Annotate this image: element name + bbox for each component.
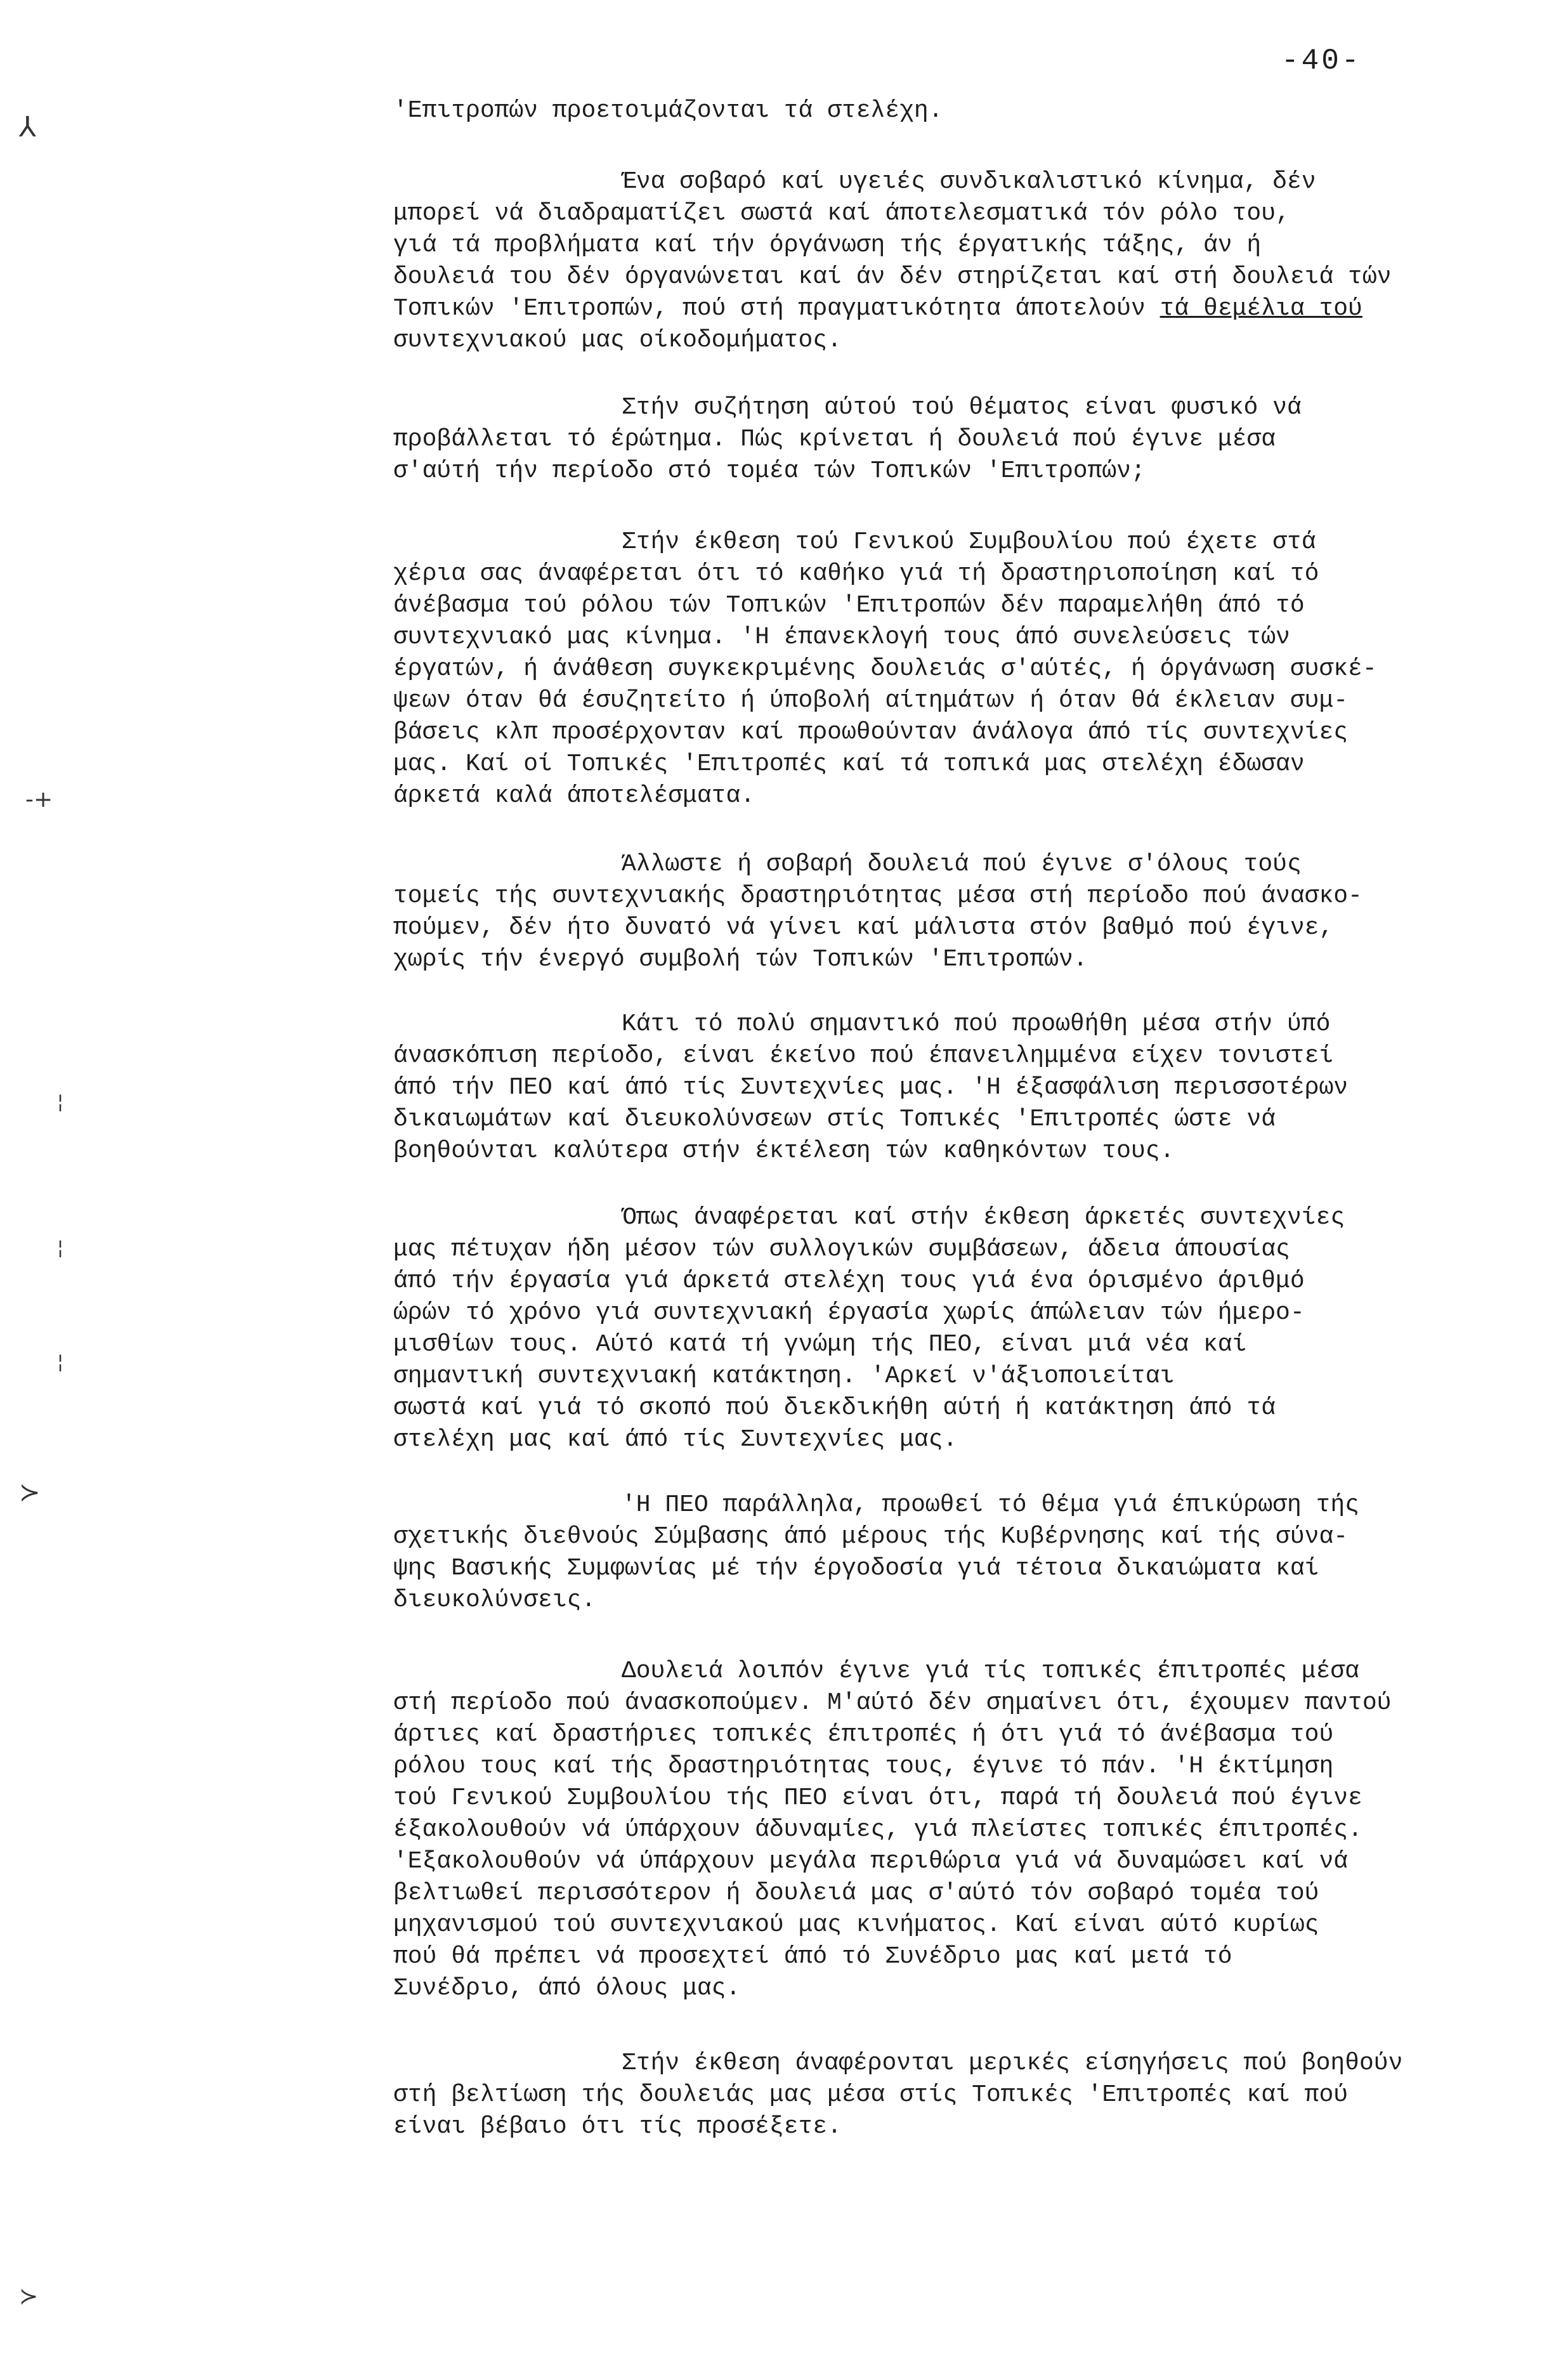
paragraph-9 [393, 1656, 1484, 2005]
text-line: έξακολουθούν νά ύπάρχουν άδυναμίες, γιά πλείστες τοπικές έπιτροπές. [393, 1816, 1362, 1843]
text-line: μας. Καί οί Τοπικές 'Επιτροπές καί τά τοπικά μας στελέχη έδωσαν [393, 750, 1305, 778]
text-line: σχετικής διεθνούς Σύμβασης άπό μέρους τής Κυβέρνησης καί τής σύνα- [393, 1523, 1349, 1550]
text-line: άπό τήν έργασία γιά άρκετά στελέχη τους γιά ένα όρισμένο άριθμό [393, 1267, 1305, 1295]
text-line: μηχανισμού τού συντεχνιακού μας κινήματος. Καί είναι αύτό κυρίως [393, 1911, 1319, 1939]
paragraph-5 [393, 849, 1484, 976]
text-line: δικαιωμάτων καί διευκολύνσεων στίς Τοπικές 'Επιτροπές ώστε νά [393, 1106, 1276, 1133]
text-line: σωστά καί γιά τό σκοπό πού διεκδικήθη αύτή ή κατάκτηση άπό τά [393, 1394, 1276, 1422]
text-line: βοηθούνται καλύτερα στήν έκτέλεση τών καθηκόντων τους. [393, 1137, 1175, 1165]
text-line: ώρών τό χρόνο γιά συντεχνιακή έργασία χωρίς άπώλειαν τών ήμερο- [393, 1299, 1305, 1326]
paragraph-6 [393, 1009, 1484, 1167]
text-line-with-underline [393, 293, 1484, 325]
paragraph-3 [393, 392, 1484, 487]
text-line: Τοπικών 'Επιτροπών, πού στή πραγματικότητα άποτελούν τά θεμέλια τού [393, 295, 1362, 322]
text-line: γιά τά προβλήματα καί τήν όργάνωση τής έργατικής τάξης, άν ή [393, 232, 1262, 259]
text-line: στελέχη μας καί άπό τίς Συντεχνίες μας. [393, 1426, 958, 1453]
text-line: Συνέδριο, άπό όλους μας. [393, 1975, 741, 2002]
text-line: 'Η ΠΕΟ παράλληλα, προωθεί τό θέμα γιά έπικύρωση τής [622, 1491, 1359, 1519]
text-line: άρτιες καί δραστήριες τοπικές έπιτροπές ή ότι γιά τό άνέβασμα τού [393, 1721, 1334, 1748]
text-line: έργατών, ή άνάθεση συγκεκριμένης δουλειάς σ'αύτές, ή όργάνωση συσκέ- [393, 655, 1377, 683]
text-line: άνασκόπιση περίοδο, είναι έκείνο πού έπανειλημμένα είχεν τονιστεί [393, 1042, 1334, 1069]
text-line: Ένα σοβαρό καί υγειές συνδικαλιστικό κίνημα, δέν [622, 168, 1316, 195]
text-line: πούμεν, δέν ήτο δυνατό νά γίνει καί μάλιστα στόν βαθμό πού έγινε, [393, 914, 1334, 941]
text-line: Στήν έκθεση άναφέρονται μερικές είσηγήσεις πού βοηθούν [622, 2050, 1403, 2077]
paragraph-10 [393, 2048, 1484, 2143]
text-line: 'Εξακολουθούν νά ύπάρχουν μεγάλα περιθώρια γιά νά δυναμώσει καί νά [393, 1848, 1349, 1875]
text-line: σ'αύτή τήν περίοδο στό τομέα τών Τοπικών 'Επιτροπών; [393, 457, 1146, 485]
text-line: ψεων όταν θά έσυζητείτο ή ύποβολή αίτημάτων ή όταν θά έκλειαν συμ- [393, 687, 1349, 714]
text-line: βάσεις κλπ προσέρχονταν καί προωθούνταν άνάλογα άπό τίς συντεχνίες [393, 719, 1349, 746]
margin-mark: ⅄ [19, 111, 36, 143]
text-line: μπορεί νά διαδραματίζει σωστά καί άποτελεσματικά τόν ρόλο του, [393, 200, 1290, 227]
text-line: Στήν συζήτηση αύτού τού θέματος είναι φυσικό νά [622, 394, 1302, 421]
margin-mark: -+ [25, 787, 53, 813]
text-line: 'Επιτροπών προετοιμάζονται τά στελέχη. [393, 97, 943, 124]
text-line: χωρίς τήν ένεργό συμβολή τών Τοπικών 'Επιτροπών. [393, 946, 1088, 973]
text-line: Δουλειά λοιπόν έγινε γιά τίς τοπικές έπιτροπές μέσα [622, 1658, 1359, 1685]
text-line: ψης Βασικής Συμφωνίας μέ τήν έργοδοσία γιά τέτοια δικαιώματα καί [393, 1555, 1319, 1582]
paragraph-1 [393, 95, 1484, 127]
text-line: βελτιωθεί περισσότερον ή δουλειά μας σ'αύτό τόν σοβαρό τομέα τού [393, 1880, 1319, 1907]
text-line: συντεχνιακού μας οίκοδομήματος. [393, 327, 842, 354]
text-line: δουλειά του δέν όργανώνεται καί άν δέν στηρίζεται καί στή δουλειά τών [393, 263, 1392, 291]
text-line: άνέβασμα τού ρόλου τών Τοπικών 'Επιτροπών δέν παραμελήθη άπό τό [393, 592, 1305, 619]
text-line: σημαντική συντεχνιακή κατάκτηση. 'Αρκεί ν'άξιοποιείται [393, 1363, 1175, 1390]
underlined-phrase: τά θεμέλια τού [1160, 295, 1362, 322]
text-line: είναι βέβαιο ότι τίς προσέξετε. [393, 2113, 842, 2140]
text-line: Άλλωστε ή σοβαρή δουλειά πού έγινε σ'όλους τούς [622, 851, 1302, 878]
text-line: ρόλου τους καί τής δραστηριότητας τους, έγινε τό πάν. 'Η έκτίμηση [393, 1753, 1334, 1780]
text-line: Όπως άναφέρεται καί στήν έκθεση άρκετές συντεχνίες [622, 1204, 1345, 1231]
text-line: πού θά πρέπει νά προσεχτεί άπό τό Συνέδριο μας καί μετά τό [393, 1943, 1232, 1970]
margin-mark: ¦ [57, 1237, 64, 1259]
text-line: προβάλλεται τό έρώτημα. Πώς κρίνεται ή δουλειά πού έγινε μέσα [393, 426, 1276, 453]
margin-mark: ≻ [19, 2284, 39, 2310]
text-line: διευκολύνσεις. [393, 1586, 596, 1614]
margin-mark: ¦ [57, 1351, 64, 1373]
text-line: μας πέτυχαν ήδη μέσον τών συλλογικών συμβάσεων, άδεια άπουσίας [393, 1236, 1290, 1263]
paragraph-7 [393, 1202, 1484, 1456]
text-line: συντεχνιακό μας κίνημα. 'Η έπανεκλογή τους άπό συνελεύσεις τών [393, 624, 1290, 651]
text-line: τομείς τής συντεχνιακής δραστηριότητας μέσα στή περίοδο πού άνασκο- [393, 882, 1362, 910]
text-line: άπό τήν ΠΕΟ καί άπό τίς Συντεχνίες μας. 'Η έξασφάλιση περισσοτέρων [393, 1074, 1349, 1101]
text-line: στή περίοδο πού άνασκοπούμεν. Μ'αύτό δέν σημαίνει ότι, έχουμεν παντού [393, 1689, 1392, 1717]
text-line: χέρια σας άναφέρεται ότι τό καθήκο γιά τή δραστηριοποίηση καί τό [393, 560, 1319, 587]
text-line: Στήν έκθεση τού Γενικού Συμβουλίου πού έχετε στά [622, 528, 1316, 556]
paragraph-2 [393, 166, 1484, 356]
text-line: στή βελτίωση τής δουλειάς μας μέσα στίς Τοπικές 'Επιτροπές καί πού [393, 2081, 1349, 2109]
paragraph-8 [393, 1489, 1484, 1616]
text-line: άρκετά καλά άποτελέσματα. [393, 782, 755, 809]
margin-mark: ≻ [19, 1478, 41, 1507]
margin-mark: ¦ [57, 1091, 64, 1113]
text-line: μισθίων τους. Αύτό κατά τή γνώμη τής ΠΕΟ, είναι μιά νέα καί [393, 1331, 1247, 1358]
text-line: Κάτι τό πολύ σημαντικό πού προωθήθη μέσα στήν ύπό [622, 1010, 1331, 1038]
page-number: -40- [1281, 44, 1362, 77]
paragraph-4 [393, 526, 1484, 812]
text-line: τού Γενικού Συμβουλίου τής ΠΕΟ είναι ότι, παρά τή δουλειά πού έγινε [393, 1784, 1362, 1812]
